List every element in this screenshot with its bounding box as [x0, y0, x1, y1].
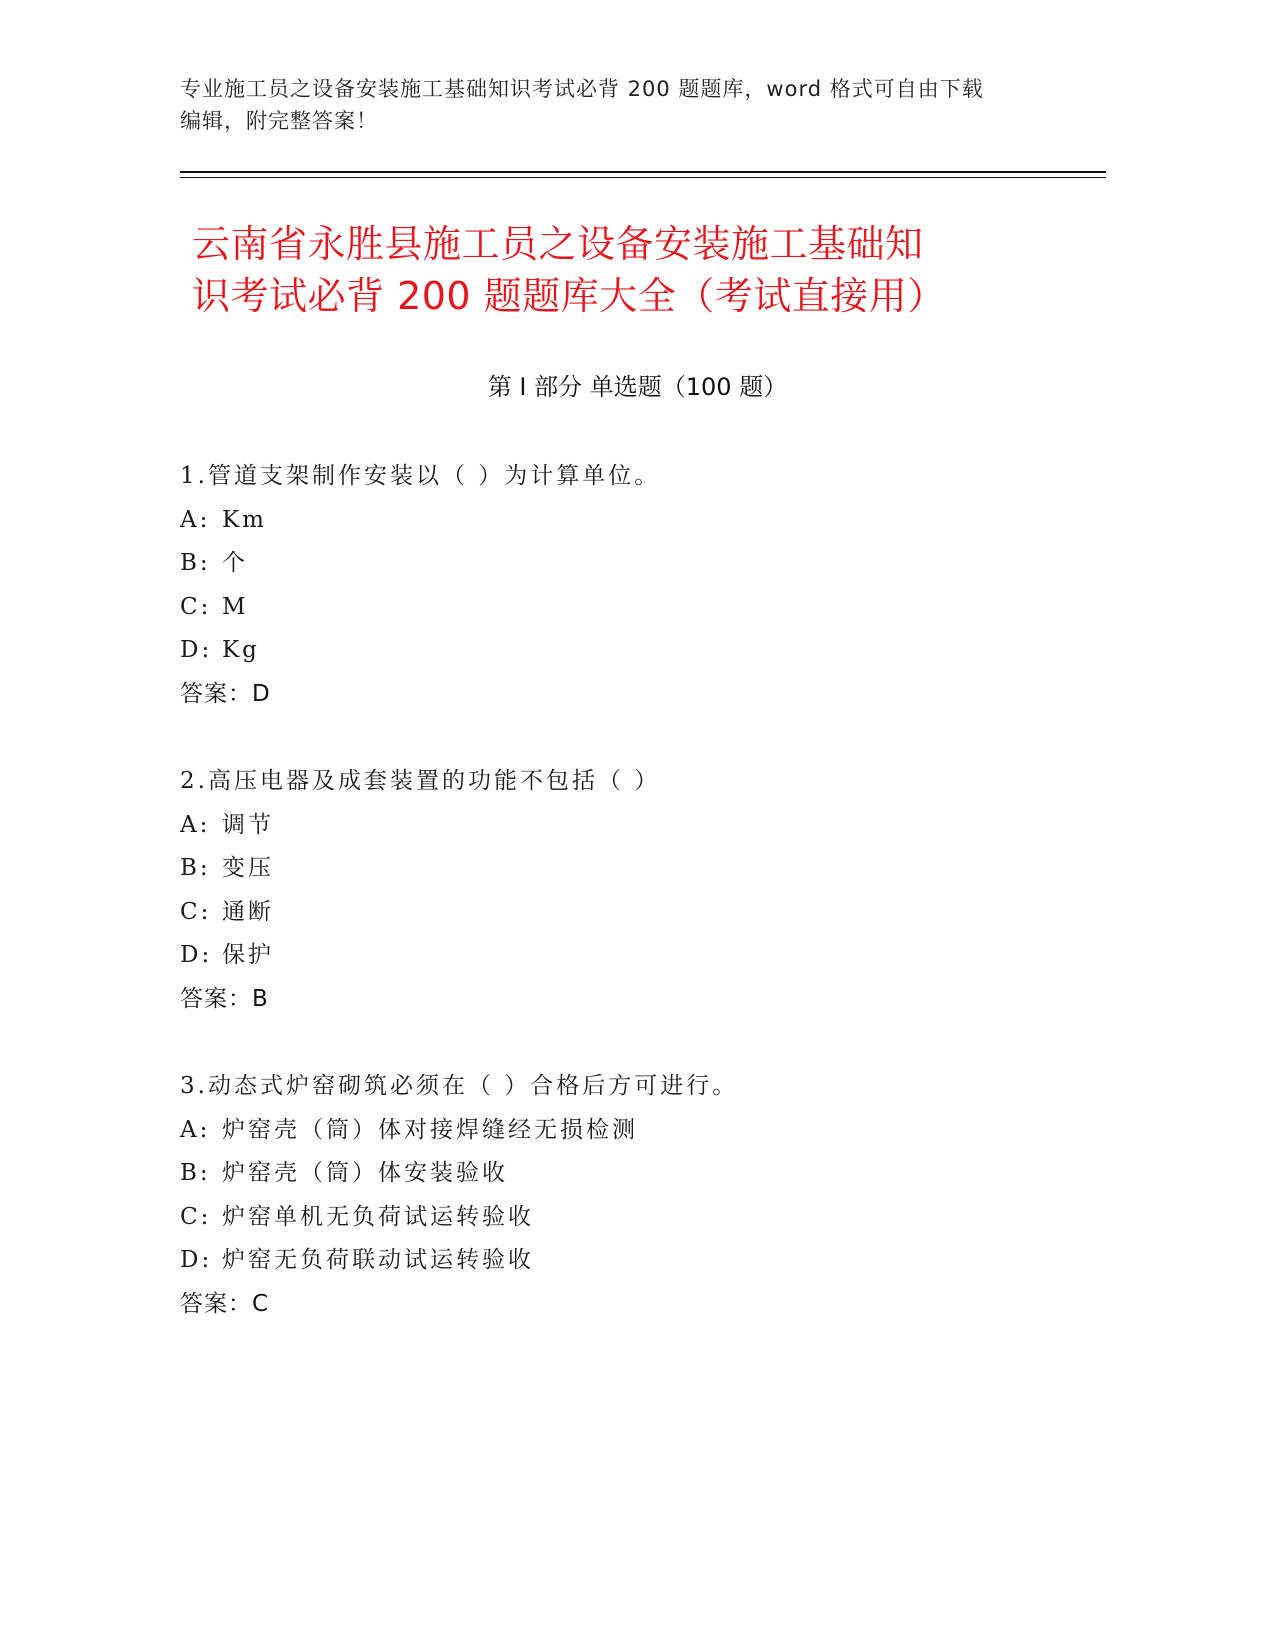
option-b — [180, 847, 1080, 891]
header-divider-thick — [180, 171, 1106, 173]
question-item — [180, 760, 1080, 1021]
question-item — [180, 455, 1080, 716]
answer: 答案：C — [180, 1290, 270, 1317]
question-text: 1.管道支架制作安装以（ ）为计算单位。 — [180, 463, 661, 489]
option-label: A: — [180, 811, 211, 838]
option-text: 变压 — [222, 855, 274, 881]
document-title-line-2: 识考试必背 200 题题库大全（考试直接用） — [192, 274, 946, 318]
header-note-line-1: 专业施工员之设备安装施工基础知识考试必背 200 题题库，word 格式可自由下载 — [180, 77, 984, 101]
option-label: A: — [180, 506, 211, 533]
option-text: 炉窑壳（筒）体对接焊缝经无损检测 — [222, 1116, 638, 1143]
option-label: B: — [180, 1160, 211, 1186]
option-label: D: — [180, 1247, 213, 1273]
answer: 答案：D — [180, 680, 271, 707]
option-label: A: — [180, 1116, 211, 1143]
option-text: 炉窑壳（筒）体安装验收 — [222, 1160, 508, 1186]
document-title — [192, 218, 1072, 322]
option-b — [180, 1152, 1080, 1196]
option-label: C: — [180, 898, 212, 925]
option-a — [180, 1109, 1080, 1153]
document-title-line-1: 云南省永胜县施工员之设备安装施工基础知 — [192, 222, 924, 266]
option-label: D: — [180, 637, 213, 663]
question-text: 3.动态式炉窑砌筑必须在（ ）合格后方可进行。 — [180, 1073, 739, 1099]
question-text: 2.高压电器及成套装置的功能不包括（ ） — [180, 768, 661, 794]
option-text: 调节 — [222, 811, 274, 838]
option-text: 通断 — [222, 898, 274, 925]
question-item — [180, 1065, 1080, 1326]
option-text: 保护 — [222, 942, 274, 968]
option-b — [180, 542, 1080, 586]
option-d — [180, 1239, 1080, 1283]
option-text: 炉窑单机无负荷试运转验收 — [222, 1203, 534, 1230]
option-c — [180, 586, 1080, 630]
header-note-line-2: 编辑，附完整答案！ — [180, 109, 378, 133]
option-label: C: — [180, 1203, 212, 1230]
option-text: 炉窑无负荷联动试运转验收 — [222, 1247, 534, 1273]
option-c — [180, 891, 1080, 935]
option-text: Kg — [222, 637, 260, 663]
section-title: 第 I 部分 单选题（100 题） — [487, 373, 788, 401]
option-text: M — [222, 593, 249, 620]
answer: 答案：B — [180, 985, 269, 1012]
option-a — [180, 804, 1080, 848]
option-label: B: — [180, 550, 211, 576]
option-text: Km — [222, 506, 267, 533]
question-list — [180, 455, 1080, 1370]
option-label: C: — [180, 593, 212, 620]
option-c — [180, 1196, 1080, 1240]
option-d — [180, 629, 1080, 673]
option-label: D: — [180, 942, 213, 968]
option-text: 个 — [222, 550, 248, 576]
option-a — [180, 499, 1080, 543]
option-d — [180, 934, 1080, 978]
header-note — [180, 73, 1060, 137]
option-label: B: — [180, 855, 211, 881]
header-divider-thin — [180, 177, 1106, 178]
